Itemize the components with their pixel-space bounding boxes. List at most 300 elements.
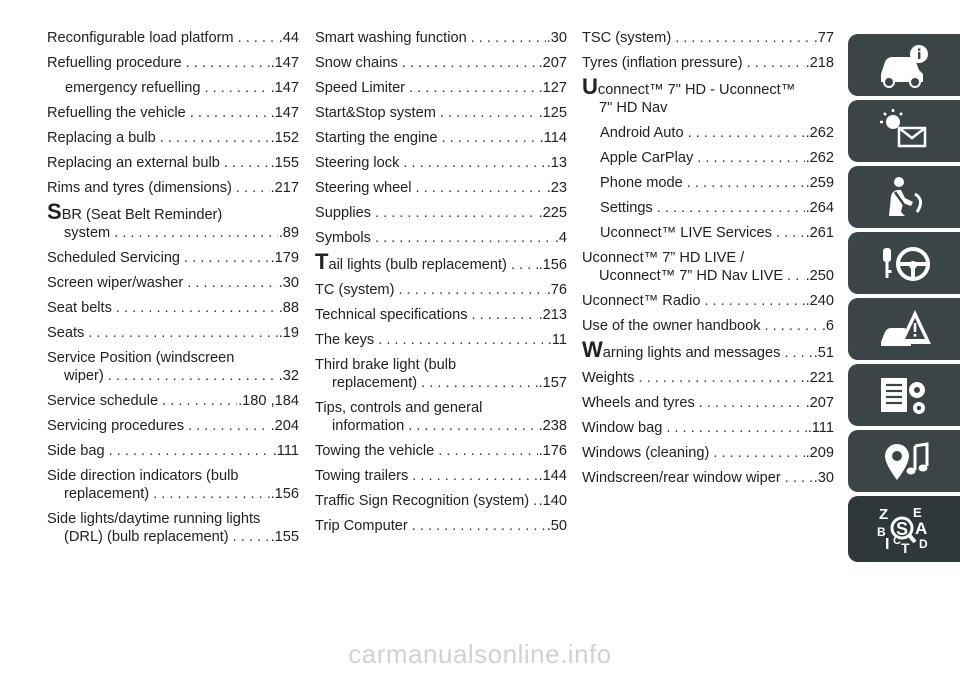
entry-label-wrap — [315, 204, 371, 222]
page-number: .50 — [546, 518, 567, 534]
index-entry[interactable] — [47, 274, 299, 292]
entry-label: ail lights (bulb replacement) — [328, 257, 507, 273]
entry-label-wrap — [600, 174, 683, 192]
tab-car-info[interactable] — [848, 34, 960, 96]
dot-leader — [204, 79, 269, 97]
index-entry[interactable] — [315, 179, 567, 197]
page-number: .179 — [270, 250, 299, 266]
entry-line-2 — [315, 374, 567, 392]
entry-label-wrap — [582, 369, 634, 387]
page-number: .213 — [538, 307, 567, 323]
entry-label-continued: replacement) — [64, 486, 150, 502]
entry-line-1 — [582, 74, 834, 99]
index-entry[interactable] — [582, 174, 834, 192]
entry-label-wrap — [47, 442, 105, 460]
entry-label: Use of the owner handbook — [582, 318, 761, 334]
entry-label: Start&Stop system — [315, 105, 436, 121]
entry-label-wrap — [315, 467, 408, 485]
page-number: .44 — [278, 30, 299, 46]
dot-leader — [375, 229, 554, 247]
index-entry[interactable] — [315, 54, 567, 72]
entry-label-wrap — [47, 274, 183, 292]
index-entry[interactable] — [582, 54, 834, 72]
entry-label-wrap — [47, 299, 112, 317]
entry-label: Windscreen/rear window wiper — [582, 470, 781, 486]
dot-leader — [440, 104, 538, 122]
index-entry[interactable] — [315, 204, 567, 222]
entry-line-1 — [47, 467, 299, 485]
index-entry[interactable] — [582, 337, 834, 362]
dot-leader — [184, 249, 270, 267]
entry-label: Wheels and tyres — [582, 395, 695, 411]
index-letter: S — [896, 519, 909, 539]
entry-label: emergency refuelling — [65, 80, 201, 96]
entry-label-wrap — [315, 492, 529, 510]
entry-label: Tips, controls and general — [315, 400, 483, 416]
index-letter: C — [893, 535, 901, 547]
entry-label: Scheduled Servicing — [47, 250, 181, 266]
entry-line-1 — [47, 349, 299, 367]
dot-leader — [236, 179, 270, 197]
index-entry[interactable] — [47, 29, 299, 47]
initial-letter: U — [582, 74, 598, 99]
page-number: .4 — [554, 230, 567, 246]
index-entry[interactable] — [315, 129, 567, 147]
alphabetical-index-icon — [875, 504, 933, 554]
index-entry[interactable] — [47, 179, 299, 197]
dot-leader — [412, 467, 537, 485]
dot-leader — [784, 344, 812, 362]
dot-leader — [438, 442, 537, 460]
index-entry[interactable] — [582, 369, 834, 387]
page-number: .176 — [538, 443, 567, 459]
index-entry[interactable] — [47, 54, 299, 72]
index-entry[interactable] — [315, 467, 567, 485]
page-number: .127 — [538, 80, 567, 96]
entry-label: Snow chains — [315, 55, 398, 71]
entry-label-continued: 7" HD Nav — [599, 100, 668, 116]
dot-leader — [765, 317, 821, 335]
entry-label: Technical specifications — [315, 307, 468, 323]
entry-label-wrap — [582, 337, 781, 362]
page-number: .152 — [270, 130, 299, 146]
dot-leader — [108, 367, 278, 385]
page-number: .51 — [813, 345, 834, 361]
entry-label: Side bag — [47, 443, 105, 459]
page-number: .19 — [278, 325, 299, 341]
index-entry[interactable] — [315, 229, 567, 247]
index-letter: I — [885, 536, 890, 553]
entry-label: Side direction indicators (bulb — [47, 468, 239, 484]
index-letter: E — [913, 505, 922, 520]
page-number: .262 — [805, 125, 834, 141]
index-letter: D — [919, 537, 928, 551]
entry-label: Uconnect™ Radio — [582, 293, 701, 309]
entry-label: Seats — [47, 325, 85, 341]
entry-label: TC (system) — [315, 282, 395, 298]
entry-label-wrap — [315, 331, 374, 349]
index-entry[interactable] — [47, 349, 299, 385]
entry-label: Towing trailers — [315, 468, 409, 484]
page-number: .114 — [539, 130, 567, 146]
tab-safety[interactable] — [848, 166, 960, 228]
index-entry[interactable] — [315, 104, 567, 122]
entry-label: Weights — [582, 370, 635, 386]
entry-label: Trip Computer — [315, 518, 408, 534]
dot-leader — [408, 417, 537, 435]
dot-leader — [402, 54, 538, 72]
page-number: .156 — [270, 486, 299, 502]
entry-label: Refuelling procedure — [47, 55, 182, 71]
dot-leader — [442, 129, 539, 147]
entry-label: TSC (system) — [582, 30, 672, 46]
entry-label: Window bag — [582, 420, 663, 436]
index-entry[interactable] — [47, 467, 299, 503]
page-number: .225 — [538, 205, 567, 221]
page-number: .111 — [807, 420, 834, 436]
entry-label: Third brake light (bulb — [315, 357, 457, 373]
index-entry[interactable] — [315, 29, 567, 47]
entry-label-wrap — [582, 54, 743, 72]
index-entry[interactable] — [47, 79, 299, 97]
dot-leader — [675, 29, 813, 47]
page-number: .147 — [270, 105, 299, 121]
entry-label-continued: information — [332, 418, 405, 434]
index-entry[interactable] — [315, 517, 567, 535]
page-number: .204 — [270, 418, 299, 434]
entry-label: Android Auto — [600, 125, 684, 141]
page-number: .250 — [805, 268, 834, 284]
dot-leader — [233, 528, 270, 546]
page-number: .156 — [538, 257, 567, 273]
watermark: carmanualsonline.info — [348, 639, 612, 669]
entry-label-wrap — [315, 442, 434, 460]
index-entry[interactable] — [315, 79, 567, 97]
page-number: .144 — [538, 468, 567, 484]
index-entry[interactable] — [582, 149, 834, 167]
entry-label: Tyres (inflation pressure) — [582, 55, 743, 71]
dot-leader — [403, 154, 545, 172]
page-number: .155 — [270, 529, 299, 545]
initial-letter: W — [582, 337, 603, 362]
entry-label-wrap — [315, 229, 371, 247]
index-letter: B — [877, 525, 886, 539]
entry-label-wrap — [47, 104, 186, 122]
key-steering-wheel-icon — [875, 238, 933, 288]
entry-label-continued: Uconnect™ 7” HD Nav LIVE — [599, 268, 784, 284]
index-entry[interactable] — [315, 249, 567, 274]
entry-label: The keys — [315, 332, 375, 348]
page-number: .155 — [270, 155, 299, 171]
index-letter: T — [901, 540, 910, 554]
entry-line-1 — [315, 356, 567, 374]
entry-label: BR (Seat Belt Reminder) — [61, 207, 223, 223]
entry-label-wrap — [582, 469, 781, 487]
page-number: .147 — [270, 80, 299, 96]
page-number: .11 — [547, 332, 567, 348]
index-entry[interactable] — [47, 324, 299, 342]
entry-label-wrap — [315, 281, 394, 299]
entry-label: Screen wiper/washer — [47, 275, 184, 291]
dot-leader — [713, 444, 804, 462]
tab-starting-driving[interactable] — [848, 232, 960, 294]
page-number: .238 — [538, 418, 567, 434]
emergency-triangle-icon — [875, 304, 933, 354]
index-entry[interactable] — [47, 104, 299, 122]
tab-emergency[interactable] — [848, 298, 960, 360]
index-entry[interactable] — [315, 399, 567, 435]
index-entry[interactable] — [582, 469, 834, 487]
page-number: .259 — [805, 175, 834, 191]
entry-label-wrap — [315, 154, 399, 172]
entry-line-1 — [315, 399, 567, 417]
index-entry[interactable] — [582, 29, 834, 47]
page-number: .262 — [805, 150, 834, 166]
page-number: .240 — [805, 293, 834, 309]
index-entry[interactable] — [47, 154, 299, 172]
index-letter: A — [915, 519, 928, 538]
dot-leader — [687, 174, 805, 192]
dot-leader — [190, 104, 270, 122]
index-column-2 — [315, 29, 567, 542]
dot-leader — [511, 256, 538, 274]
dot-leader — [704, 292, 804, 310]
dot-leader — [88, 324, 277, 342]
dot-leader — [471, 29, 546, 47]
index-column-3 — [582, 29, 834, 494]
index-entry[interactable] — [582, 419, 834, 437]
index-entry[interactable] — [47, 392, 299, 410]
dot-leader — [657, 199, 805, 217]
entry-label-wrap — [315, 179, 412, 197]
entry-label: Apple CarPlay — [600, 150, 694, 166]
dot-leader — [224, 154, 270, 172]
entry-line-2 — [315, 417, 567, 435]
entry-label-continued: (DRL) (bulb replacement) — [64, 529, 229, 545]
index-entry[interactable] — [582, 74, 834, 117]
entry-label: Windows (cleaning) — [582, 445, 710, 461]
maintenance-gear-icon — [875, 370, 933, 420]
tab-alphabetical-index[interactable] — [848, 496, 960, 562]
entry-label-wrap — [315, 54, 398, 72]
dot-leader — [114, 224, 277, 242]
car-info-icon — [875, 40, 933, 90]
dot-leader — [153, 485, 269, 503]
initial-letter: T — [315, 249, 329, 274]
page-number: .157 — [538, 375, 567, 391]
dot-leader — [398, 281, 545, 299]
page-number: .30 — [278, 275, 299, 291]
page-number: .13 — [546, 155, 567, 171]
entry-line-2 — [582, 99, 834, 117]
dot-leader — [785, 469, 813, 487]
entry-label: arning lights and messages — [602, 345, 781, 361]
dot-leader — [160, 129, 270, 147]
entry-label: Steering wheel — [315, 180, 412, 196]
warning-lights-icon — [875, 106, 933, 156]
index-entry[interactable] — [47, 199, 299, 242]
entry-label-wrap — [582, 292, 700, 310]
entry-label: Rims and tyres (dimensions) — [47, 180, 232, 196]
page-number: .207 — [805, 395, 834, 411]
entry-label: Uconnect™ LIVE Services — [600, 225, 772, 241]
entry-label-continued: replacement) — [332, 375, 418, 391]
entry-label-wrap — [47, 249, 180, 267]
entry-label-wrap — [47, 154, 220, 172]
page-number: .6 — [821, 318, 834, 334]
dot-leader — [409, 79, 538, 97]
entry-label: Servicing procedures — [47, 418, 185, 434]
dot-leader — [186, 54, 270, 72]
entry-label-wrap — [315, 306, 468, 324]
entry-label: Towing the vehicle — [315, 443, 435, 459]
entry-line-1 — [47, 199, 299, 224]
tab-maintenance[interactable] — [848, 364, 960, 426]
tab-warning-lights[interactable] — [848, 100, 960, 162]
entry-label: connect™ 7" HD - Uconnect™ — [597, 82, 796, 98]
entry-label: Replacing an external bulb — [47, 155, 220, 171]
page-number: .23 — [546, 180, 567, 196]
index-column-1 — [47, 29, 299, 553]
entry-label: Supplies — [315, 205, 371, 221]
page-number: .207 — [538, 55, 567, 71]
entry-label-wrap — [600, 124, 684, 142]
entry-label: Service schedule — [47, 393, 159, 409]
entry-label-wrap — [315, 79, 405, 97]
dot-leader — [421, 374, 537, 392]
dot-leader — [116, 299, 278, 317]
entry-label-continued: wiper) — [64, 368, 104, 384]
entry-label-wrap — [582, 394, 695, 412]
dot-leader — [638, 369, 804, 387]
dot-leader — [787, 267, 804, 285]
index-entry[interactable] — [315, 154, 567, 172]
entry-label: Settings — [600, 200, 653, 216]
page-number: .89 — [278, 225, 299, 241]
page-number: .209 — [805, 445, 834, 461]
entry-label: Speed Limiter — [315, 80, 406, 96]
entry-label-wrap — [65, 79, 200, 97]
initial-letter: S — [47, 199, 62, 224]
dot-leader — [238, 29, 278, 47]
index-entry[interactable] — [315, 306, 567, 324]
dot-leader — [472, 306, 538, 324]
index-letter: Z — [879, 506, 889, 523]
entry-label-wrap — [47, 29, 234, 47]
index-entry[interactable] — [582, 249, 834, 285]
dot-leader — [412, 517, 546, 535]
entry-label-continued: system — [64, 225, 111, 241]
page-number: .30 — [546, 30, 567, 46]
entry-label-wrap — [600, 199, 653, 217]
page-number: .77 — [813, 30, 834, 46]
page-number: .32 — [278, 368, 299, 384]
index-entry[interactable] — [582, 394, 834, 412]
dot-leader — [416, 179, 546, 197]
index-entry[interactable] — [47, 510, 299, 546]
index-entry[interactable] — [47, 442, 299, 460]
index-entry[interactable] — [315, 331, 567, 349]
entry-label-wrap — [582, 419, 662, 437]
entry-label-wrap — [315, 517, 408, 535]
dot-leader — [688, 124, 805, 142]
entry-label-wrap — [315, 249, 507, 274]
page-number: .180 ,184 — [238, 393, 299, 409]
page-number: .76 — [546, 282, 567, 298]
entry-label-wrap — [47, 324, 84, 342]
index-entry[interactable] — [582, 317, 834, 335]
index-entry[interactable] — [47, 417, 299, 435]
entry-line-1 — [47, 510, 299, 528]
index-entry[interactable] — [315, 281, 567, 299]
dot-leader — [162, 392, 237, 410]
index-entry[interactable] — [582, 124, 834, 142]
dot-leader — [699, 394, 805, 412]
page-number: .261 — [805, 225, 834, 241]
entry-label-wrap — [315, 129, 438, 147]
tab-multimedia[interactable] — [848, 430, 960, 492]
index-entry[interactable] — [47, 299, 299, 317]
dot-leader — [666, 419, 806, 437]
page-number: .264 — [805, 200, 834, 216]
entry-label-wrap — [315, 29, 467, 47]
page-number: .125 — [538, 105, 567, 121]
index-entry[interactable] — [582, 444, 834, 462]
entry-label-wrap — [47, 179, 232, 197]
entry-label: Steering lock — [315, 155, 400, 171]
entry-label-wrap — [47, 54, 182, 72]
entry-label-wrap — [47, 417, 184, 435]
entry-label: Symbols — [315, 230, 371, 246]
entry-label: Uconnect™ 7” HD LIVE / — [582, 250, 745, 266]
entry-label: Seat belts — [47, 300, 112, 316]
index-entry[interactable] — [582, 292, 834, 310]
dot-leader — [109, 442, 272, 460]
entry-label: Side lights/daytime running lights — [47, 511, 261, 527]
index-entry[interactable] — [582, 224, 834, 242]
dot-leader — [776, 224, 805, 242]
entry-label: Traffic Sign Recognition (system) — [315, 493, 530, 509]
index-entry[interactable] — [47, 129, 299, 147]
dot-leader — [533, 492, 537, 510]
entry-line-2 — [47, 367, 299, 385]
index-entry[interactable] — [47, 249, 299, 267]
entry-label-wrap — [47, 129, 156, 147]
entry-line-2 — [47, 528, 299, 546]
page-number: .88 — [278, 300, 299, 316]
entry-label: Service Position (windscreen — [47, 350, 235, 366]
index-entry[interactable] — [315, 492, 567, 510]
entry-label-wrap — [315, 104, 436, 122]
dot-leader — [747, 54, 805, 72]
entry-line-2 — [47, 224, 299, 242]
dot-leader — [378, 331, 547, 349]
entry-label: Smart washing function — [315, 30, 467, 46]
dot-leader — [375, 204, 538, 222]
index-entry[interactable] — [315, 356, 567, 392]
page-number: .147 — [270, 55, 299, 71]
dot-leader — [697, 149, 804, 167]
page-number: .140 — [538, 493, 567, 509]
page-number: .217 — [270, 180, 299, 196]
entry-line-2 — [582, 267, 834, 285]
entry-label: Phone mode — [600, 175, 683, 191]
index-entry[interactable] — [315, 442, 567, 460]
index-entry[interactable] — [582, 199, 834, 217]
entry-line-2 — [47, 485, 299, 503]
entry-label-wrap — [600, 224, 772, 242]
entry-label-wrap — [582, 317, 761, 335]
